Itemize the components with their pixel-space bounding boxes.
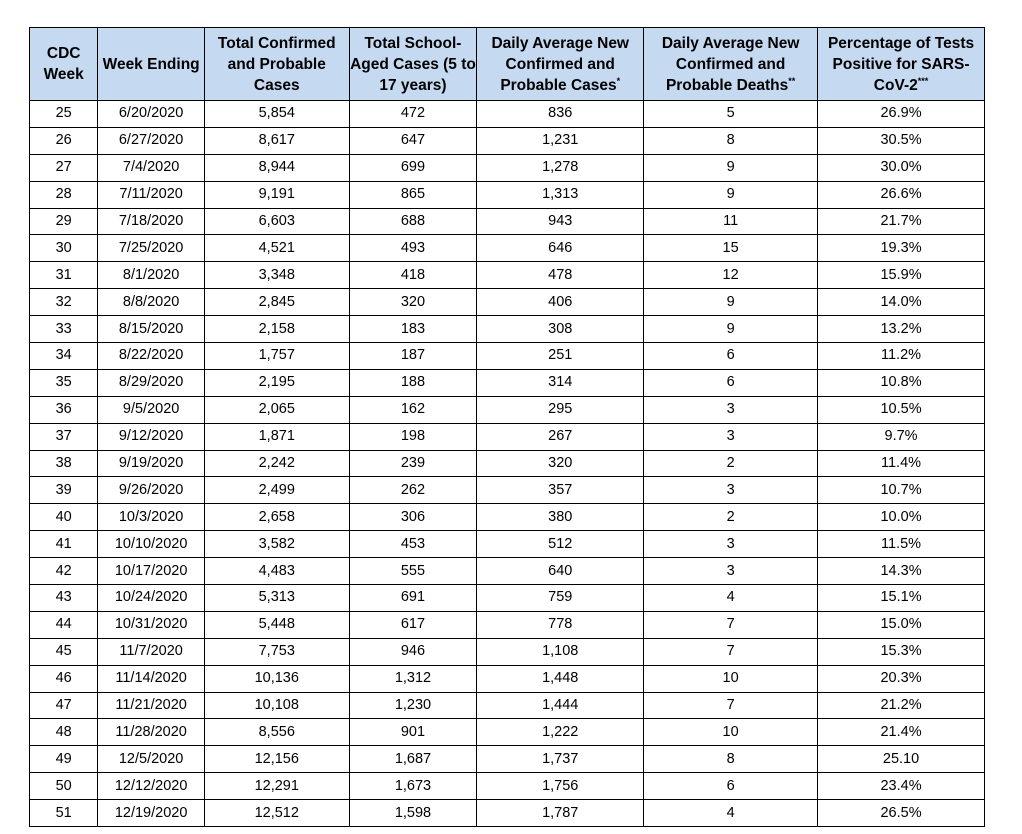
cell-cdc-week: 38 xyxy=(30,450,98,477)
cell-school-cases: 617 xyxy=(349,611,477,638)
cell-avg-deaths: 9 xyxy=(644,289,818,316)
cell-total-cases: 12,156 xyxy=(204,746,349,773)
header-pct-positive xyxy=(818,28,985,101)
cell-total-cases: 2,658 xyxy=(204,504,349,531)
cell-avg-cases: 646 xyxy=(477,235,644,262)
cell-pct-positive: 15.0% xyxy=(818,611,985,638)
header-pct-positive-footnote: *** xyxy=(917,75,929,86)
table-row xyxy=(30,316,985,343)
table-row xyxy=(30,154,985,181)
header-avg-cases-footnote: * xyxy=(616,75,621,86)
cell-avg-cases: 295 xyxy=(477,396,644,423)
table-row xyxy=(30,423,985,450)
cell-cdc-week: 41 xyxy=(30,531,98,558)
cell-school-cases: 162 xyxy=(349,396,477,423)
cell-avg-deaths: 3 xyxy=(644,531,818,558)
cell-total-cases: 7,753 xyxy=(204,638,349,665)
cell-avg-deaths: 2 xyxy=(644,504,818,531)
cell-avg-cases: 1,444 xyxy=(477,692,644,719)
table-row xyxy=(30,343,985,370)
cell-school-cases: 306 xyxy=(349,504,477,531)
cell-avg-deaths: 4 xyxy=(644,585,818,612)
cell-week-ending: 11/7/2020 xyxy=(98,638,205,665)
header-avg-cases xyxy=(477,28,644,101)
cell-avg-deaths: 7 xyxy=(644,611,818,638)
cell-cdc-week: 30 xyxy=(30,235,98,262)
cell-pct-positive: 20.3% xyxy=(818,665,985,692)
cell-cdc-week: 42 xyxy=(30,558,98,585)
cell-cdc-week: 26 xyxy=(30,127,98,154)
cell-total-cases: 3,582 xyxy=(204,531,349,558)
table-row xyxy=(30,450,985,477)
table-row xyxy=(30,396,985,423)
cell-avg-deaths: 6 xyxy=(644,773,818,800)
cell-week-ending: 7/11/2020 xyxy=(98,181,205,208)
header-avg-deaths-footnote: ** xyxy=(788,75,796,86)
cell-total-cases: 5,854 xyxy=(204,101,349,128)
cell-avg-deaths: 3 xyxy=(644,423,818,450)
cell-cdc-week: 33 xyxy=(30,316,98,343)
table-row xyxy=(30,235,985,262)
table-row xyxy=(30,800,985,827)
table-row xyxy=(30,611,985,638)
table-row xyxy=(30,692,985,719)
cell-school-cases: 1,598 xyxy=(349,800,477,827)
cell-avg-cases: 357 xyxy=(477,477,644,504)
cell-total-cases: 4,521 xyxy=(204,235,349,262)
cell-avg-deaths: 6 xyxy=(644,369,818,396)
cell-school-cases: 1,230 xyxy=(349,692,477,719)
cell-total-cases: 2,195 xyxy=(204,369,349,396)
header-avg-deaths-label: Daily Average New Confirmed and Probable Deaths xyxy=(661,34,800,94)
cell-pct-positive: 11.2% xyxy=(818,343,985,370)
cell-avg-cases: 759 xyxy=(477,585,644,612)
cell-week-ending: 8/22/2020 xyxy=(98,343,205,370)
cell-cdc-week: 50 xyxy=(30,773,98,800)
cell-total-cases: 6,603 xyxy=(204,208,349,235)
cell-avg-cases: 1,108 xyxy=(477,638,644,665)
cell-total-cases: 2,499 xyxy=(204,477,349,504)
cell-avg-deaths: 8 xyxy=(644,746,818,773)
cell-total-cases: 2,242 xyxy=(204,450,349,477)
cell-pct-positive: 26.6% xyxy=(818,181,985,208)
cell-school-cases: 699 xyxy=(349,154,477,181)
cell-avg-deaths: 12 xyxy=(644,262,818,289)
cell-pct-positive: 14.3% xyxy=(818,558,985,585)
cell-week-ending: 7/25/2020 xyxy=(98,235,205,262)
cell-week-ending: 10/10/2020 xyxy=(98,531,205,558)
cell-total-cases: 3,348 xyxy=(204,262,349,289)
cell-week-ending: 10/17/2020 xyxy=(98,558,205,585)
cell-school-cases: 187 xyxy=(349,343,477,370)
header-week-ending: Week Ending xyxy=(98,28,205,101)
cell-pct-positive: 26.9% xyxy=(818,101,985,128)
cell-pct-positive: 23.4% xyxy=(818,773,985,800)
cell-school-cases: 865 xyxy=(349,181,477,208)
cell-total-cases: 2,158 xyxy=(204,316,349,343)
cell-week-ending: 11/14/2020 xyxy=(98,665,205,692)
cell-school-cases: 188 xyxy=(349,369,477,396)
cell-avg-cases: 640 xyxy=(477,558,644,585)
cell-school-cases: 1,687 xyxy=(349,746,477,773)
cell-avg-deaths: 5 xyxy=(644,101,818,128)
cell-pct-positive: 14.0% xyxy=(818,289,985,316)
cell-pct-positive: 30.5% xyxy=(818,127,985,154)
cell-pct-positive: 11.5% xyxy=(818,531,985,558)
cell-school-cases: 1,673 xyxy=(349,773,477,800)
cell-avg-cases: 1,737 xyxy=(477,746,644,773)
cell-week-ending: 10/24/2020 xyxy=(98,585,205,612)
cell-pct-positive: 15.9% xyxy=(818,262,985,289)
cell-school-cases: 198 xyxy=(349,423,477,450)
cell-school-cases: 183 xyxy=(349,316,477,343)
cell-total-cases: 4,483 xyxy=(204,558,349,585)
cell-total-cases: 9,191 xyxy=(204,181,349,208)
cell-total-cases: 12,512 xyxy=(204,800,349,827)
cell-cdc-week: 47 xyxy=(30,692,98,719)
cell-week-ending: 8/15/2020 xyxy=(98,316,205,343)
cell-school-cases: 418 xyxy=(349,262,477,289)
cell-week-ending: 12/12/2020 xyxy=(98,773,205,800)
cell-cdc-week: 43 xyxy=(30,585,98,612)
cell-cdc-week: 45 xyxy=(30,638,98,665)
cell-week-ending: 11/28/2020 xyxy=(98,719,205,746)
table-row xyxy=(30,504,985,531)
header-cdc-week: CDC Week xyxy=(30,28,98,101)
table-row xyxy=(30,773,985,800)
cell-pct-positive: 25.10 xyxy=(818,746,985,773)
cell-school-cases: 239 xyxy=(349,450,477,477)
cell-week-ending: 6/27/2020 xyxy=(98,127,205,154)
table-body xyxy=(30,101,985,827)
cell-cdc-week: 40 xyxy=(30,504,98,531)
covid-weekly-table xyxy=(29,27,985,827)
cell-avg-cases: 1,756 xyxy=(477,773,644,800)
header-row xyxy=(30,28,985,101)
cell-total-cases: 1,757 xyxy=(204,343,349,370)
cell-cdc-week: 31 xyxy=(30,262,98,289)
cell-avg-deaths: 2 xyxy=(644,450,818,477)
table-row xyxy=(30,369,985,396)
cell-avg-cases: 1,231 xyxy=(477,127,644,154)
cell-avg-deaths: 7 xyxy=(644,692,818,719)
cell-avg-cases: 251 xyxy=(477,343,644,370)
cell-total-cases: 2,845 xyxy=(204,289,349,316)
cell-week-ending: 12/5/2020 xyxy=(98,746,205,773)
cell-week-ending: 8/1/2020 xyxy=(98,262,205,289)
table-header xyxy=(30,28,985,101)
cell-week-ending: 9/12/2020 xyxy=(98,423,205,450)
cell-total-cases: 8,944 xyxy=(204,154,349,181)
cell-avg-cases: 1,448 xyxy=(477,665,644,692)
cell-cdc-week: 37 xyxy=(30,423,98,450)
cell-week-ending: 8/29/2020 xyxy=(98,369,205,396)
header-school-cases: Total School-Aged Cases (5 to 17 years) xyxy=(349,28,477,101)
cell-school-cases: 647 xyxy=(349,127,477,154)
cell-pct-positive: 13.2% xyxy=(818,316,985,343)
cell-pct-positive: 11.4% xyxy=(818,450,985,477)
cell-total-cases: 12,291 xyxy=(204,773,349,800)
cell-week-ending: 6/20/2020 xyxy=(98,101,205,128)
cell-week-ending: 9/19/2020 xyxy=(98,450,205,477)
cell-cdc-week: 36 xyxy=(30,396,98,423)
cell-cdc-week: 48 xyxy=(30,719,98,746)
cell-avg-deaths: 8 xyxy=(644,127,818,154)
cell-school-cases: 453 xyxy=(349,531,477,558)
cell-cdc-week: 29 xyxy=(30,208,98,235)
cell-school-cases: 472 xyxy=(349,101,477,128)
cell-pct-positive: 10.8% xyxy=(818,369,985,396)
cell-cdc-week: 25 xyxy=(30,101,98,128)
cell-pct-positive: 10.7% xyxy=(818,477,985,504)
cell-avg-deaths: 4 xyxy=(644,800,818,827)
table-row xyxy=(30,101,985,128)
covid-weekly-table-container xyxy=(29,27,985,827)
cell-school-cases: 1,312 xyxy=(349,665,477,692)
cell-avg-cases: 1,313 xyxy=(477,181,644,208)
cell-avg-deaths: 3 xyxy=(644,477,818,504)
cell-avg-deaths: 10 xyxy=(644,719,818,746)
cell-avg-deaths: 6 xyxy=(644,343,818,370)
cell-avg-cases: 308 xyxy=(477,316,644,343)
cell-avg-cases: 314 xyxy=(477,369,644,396)
cell-total-cases: 10,136 xyxy=(204,665,349,692)
cell-cdc-week: 35 xyxy=(30,369,98,396)
cell-school-cases: 691 xyxy=(349,585,477,612)
table-row xyxy=(30,531,985,558)
cell-cdc-week: 39 xyxy=(30,477,98,504)
header-avg-deaths xyxy=(644,28,818,101)
header-total-cases: Total Confirmed and Probable Cases xyxy=(204,28,349,101)
cell-cdc-week: 49 xyxy=(30,746,98,773)
cell-week-ending: 9/5/2020 xyxy=(98,396,205,423)
cell-avg-cases: 778 xyxy=(477,611,644,638)
cell-total-cases: 8,556 xyxy=(204,719,349,746)
cell-avg-cases: 406 xyxy=(477,289,644,316)
cell-week-ending: 10/31/2020 xyxy=(98,611,205,638)
table-row xyxy=(30,289,985,316)
cell-cdc-week: 27 xyxy=(30,154,98,181)
cell-pct-positive: 15.1% xyxy=(818,585,985,612)
cell-avg-cases: 1,278 xyxy=(477,154,644,181)
cell-total-cases: 10,108 xyxy=(204,692,349,719)
cell-pct-positive: 30.0% xyxy=(818,154,985,181)
cell-pct-positive: 10.0% xyxy=(818,504,985,531)
table-row xyxy=(30,638,985,665)
cell-school-cases: 946 xyxy=(349,638,477,665)
header-pct-positive-label: Percentage of Tests Positive for SARS-CoV-2 xyxy=(827,34,975,94)
cell-pct-positive: 19.3% xyxy=(818,235,985,262)
cell-school-cases: 262 xyxy=(349,477,477,504)
cell-cdc-week: 32 xyxy=(30,289,98,316)
cell-avg-cases: 512 xyxy=(477,531,644,558)
cell-pct-positive: 21.4% xyxy=(818,719,985,746)
cell-avg-deaths: 3 xyxy=(644,396,818,423)
cell-avg-cases: 320 xyxy=(477,450,644,477)
cell-avg-deaths: 9 xyxy=(644,154,818,181)
table-row xyxy=(30,208,985,235)
cell-week-ending: 11/21/2020 xyxy=(98,692,205,719)
cell-avg-deaths: 7 xyxy=(644,638,818,665)
cell-school-cases: 320 xyxy=(349,289,477,316)
cell-cdc-week: 51 xyxy=(30,800,98,827)
cell-school-cases: 901 xyxy=(349,719,477,746)
cell-avg-deaths: 3 xyxy=(644,558,818,585)
cell-pct-positive: 21.7% xyxy=(818,208,985,235)
cell-avg-deaths: 10 xyxy=(644,665,818,692)
table-row xyxy=(30,585,985,612)
cell-pct-positive: 10.5% xyxy=(818,396,985,423)
cell-total-cases: 1,871 xyxy=(204,423,349,450)
cell-school-cases: 688 xyxy=(349,208,477,235)
cell-cdc-week: 34 xyxy=(30,343,98,370)
cell-avg-cases: 836 xyxy=(477,101,644,128)
cell-week-ending: 9/26/2020 xyxy=(98,477,205,504)
cell-avg-cases: 478 xyxy=(477,262,644,289)
cell-school-cases: 555 xyxy=(349,558,477,585)
cell-pct-positive: 15.3% xyxy=(818,638,985,665)
cell-avg-cases: 380 xyxy=(477,504,644,531)
cell-cdc-week: 46 xyxy=(30,665,98,692)
cell-total-cases: 5,448 xyxy=(204,611,349,638)
cell-avg-cases: 943 xyxy=(477,208,644,235)
cell-avg-deaths: 15 xyxy=(644,235,818,262)
cell-school-cases: 493 xyxy=(349,235,477,262)
cell-cdc-week: 28 xyxy=(30,181,98,208)
cell-total-cases: 8,617 xyxy=(204,127,349,154)
cell-avg-deaths: 9 xyxy=(644,181,818,208)
cell-avg-deaths: 9 xyxy=(644,316,818,343)
table-row xyxy=(30,558,985,585)
cell-pct-positive: 21.2% xyxy=(818,692,985,719)
cell-avg-cases: 1,787 xyxy=(477,800,644,827)
cell-week-ending: 10/3/2020 xyxy=(98,504,205,531)
table-row xyxy=(30,719,985,746)
table-row xyxy=(30,181,985,208)
cell-pct-positive: 9.7% xyxy=(818,423,985,450)
header-avg-cases-label: Daily Average New Confirmed and Probable Cases xyxy=(491,34,629,94)
cell-week-ending: 7/18/2020 xyxy=(98,208,205,235)
table-row xyxy=(30,665,985,692)
cell-avg-deaths: 11 xyxy=(644,208,818,235)
cell-total-cases: 2,065 xyxy=(204,396,349,423)
cell-total-cases: 5,313 xyxy=(204,585,349,612)
cell-pct-positive: 26.5% xyxy=(818,800,985,827)
table-row xyxy=(30,477,985,504)
cell-week-ending: 12/19/2020 xyxy=(98,800,205,827)
table-row xyxy=(30,127,985,154)
cell-week-ending: 8/8/2020 xyxy=(98,289,205,316)
cell-cdc-week: 44 xyxy=(30,611,98,638)
cell-week-ending: 7/4/2020 xyxy=(98,154,205,181)
table-row xyxy=(30,746,985,773)
cell-avg-cases: 1,222 xyxy=(477,719,644,746)
cell-avg-cases: 267 xyxy=(477,423,644,450)
table-row xyxy=(30,262,985,289)
